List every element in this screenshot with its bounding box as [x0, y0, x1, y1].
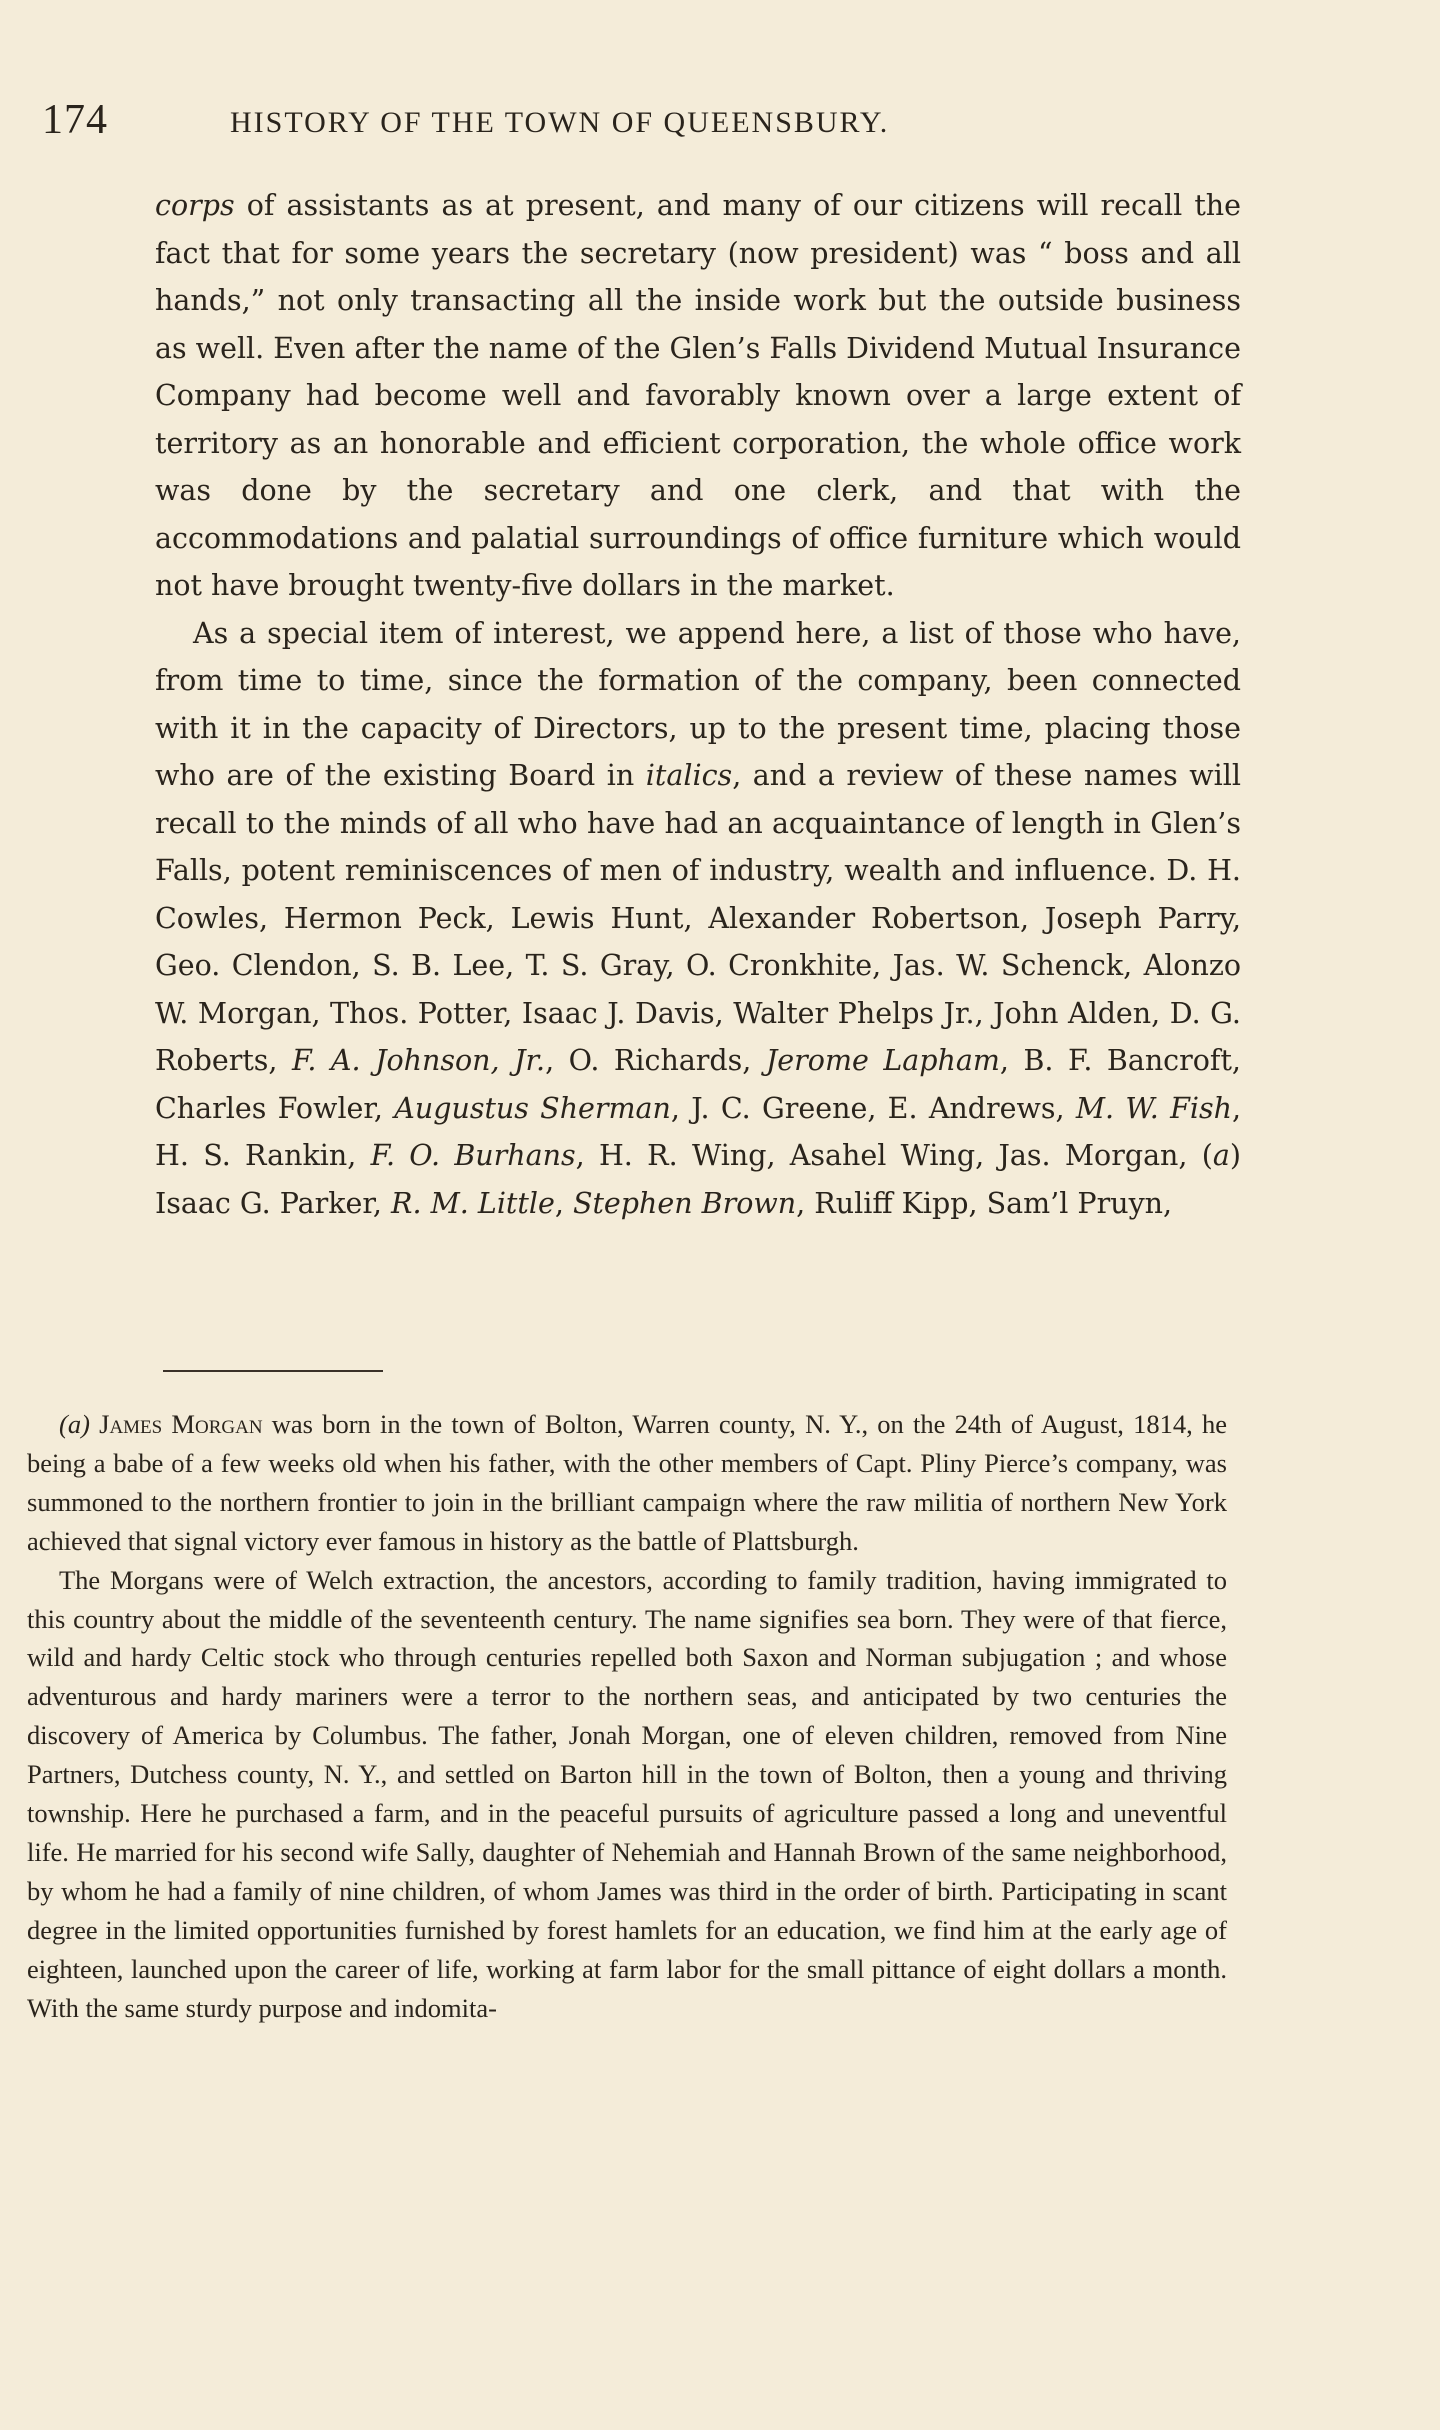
director-name-italic: F. O. Burhans	[370, 1139, 576, 1172]
paragraph-text: , J. C. Greene, E. Andrews,	[670, 1091, 1076, 1125]
footnote-paragraph-2: The Morgans were of Welch extraction, the ancestors, according to family tradition, having immigrated to this country about the middle of the seventeenth century. The name signifies sea born. They were of that fierce, wild and hardy Celtic stock who through centuries repelled both Saxon and Norman subjugation ; and whose adventurous and hardy mariners were a terror to the northern seas, and anticipated by two centuries the discovery of America by Columbus. The father, Jonah Morgan, one of eleven children, removed from Nine Partners, Dutchess county, N. Y., and settled on Barton hill in the town of Bolton, then a young and thriving township. Here he purchased a farm, and in the peaceful pursuits of agriculture passed a long and uneventful life. He married for his second wife Sally, daughter of Nehemiah and Hannah Brown of the same neighborhood, by whom he had a family of nine children, of whom James was third in the order of birth. Participating in scant degree in the limited opportunities furnished by forest hamlets for an education, we find him at the early age of eighteen, launched upon the career of life, working at farm labor for the small pittance of eight dollars a month. With the same sturdy purpose and indomita-	[27, 1564, 1227, 2023]
paragraph-text: of assistants as at present, and many of our citizens will recall the fact that for some years the secretary (now president) was “ boss and all hands,” not only transacting all the inside work but the outside business as well. Even after the name of the Glen’s Falls Dividend Mutual Insurance Company had become well and favorably known over a large extent of territory as an honorable and efficient corporation, the whole office work was done by the secretary and one clerk, and that with the accommodations and palatial surroundings of office furniture which would not have brought twenty-five dollars in the market.	[155, 189, 1241, 602]
page-number: 174	[42, 97, 108, 143]
footnote	[27, 1405, 1227, 2028]
director-name-italic: Stephen Brown	[572, 1186, 797, 1220]
paragraph-2	[155, 610, 1241, 1228]
paragraph-text: , Ruliff Kipp, Sam’l Pruyn,	[796, 1186, 1173, 1220]
main-text	[155, 182, 1241, 1227]
paragraph-text: As a special item of interest, we append here, a list of those who have, from time to time, since the formation of the company, been connected with it in the capacity of Directors, up to the present time, placing those who are of the existing Board in	[155, 616, 1241, 792]
italic-word: corps	[155, 189, 235, 222]
paragraph-1	[155, 182, 1241, 610]
director-name-italic: Augustus Sherman	[394, 1091, 671, 1125]
footnote-subject-name: James Morgan	[99, 1409, 263, 1439]
italic-word: italics	[645, 759, 733, 792]
paragraph-text: , O. Richards,	[545, 1044, 766, 1077]
footnote-paragraph-1	[27, 1405, 1227, 1561]
running-head: HISTORY OF THE TOWN OF QUEENSBURY.	[230, 106, 890, 139]
paragraph-text: , H. S. Rankin,	[155, 1091, 1242, 1172]
director-name-italic: Jerome Lapham	[765, 1044, 1000, 1077]
director-name-italic: M. W. Fish	[1075, 1091, 1232, 1125]
director-name-italic: F. A. Johnson, Jr.	[292, 1044, 546, 1077]
footnote-text: was born in the town of Bolton, Warren county, N. Y., on the 24th of August, 1814, he being a babe of a few weeks old when his father, with the other members of Capt. Pliny Pierce’s company, was summoned to the northern frontier to join in the brilliant campaign where the raw militia of northern New York achieved that signal victory ever famous in history as the battle of Plattsburgh.	[27, 1409, 1227, 1556]
paragraph-text: , B. F. Bancroft, Charles Fowler,	[155, 1044, 1241, 1125]
footnote-reference: a	[1212, 1139, 1230, 1172]
footnote-mark: (a)	[59, 1409, 90, 1439]
paragraph-text: , H. R. Wing, Asahel Wing, Jas. Morgan, (	[575, 1139, 1213, 1172]
paragraph-text: ,	[554, 1186, 573, 1220]
page-header	[42, 96, 1042, 156]
paragraph-text: ) Isaac G. Parker,	[155, 1139, 1242, 1220]
footnote-divider	[163, 1370, 383, 1372]
director-name-italic: R. M. Little	[391, 1186, 555, 1220]
paragraph-text: , and a review of these names will recall to the minds of all who have had an acquaintance of length in Glen’s Falls, potent reminiscences of men of industry, wealth and influence. D. H. Cowles, Hermon Peck, Lewis Hunt, Alexander Robertson, Joseph Parry, Geo. Clendon, S. B. Lee, T. S. Gray, O. Cronkhite, Jas. W. Schenck, Alonzo W. Morgan, Thos. Potter, Isaac J. Davis, Walter Phelps Jr., John Alden, D. G. Roberts,	[155, 759, 1242, 1077]
